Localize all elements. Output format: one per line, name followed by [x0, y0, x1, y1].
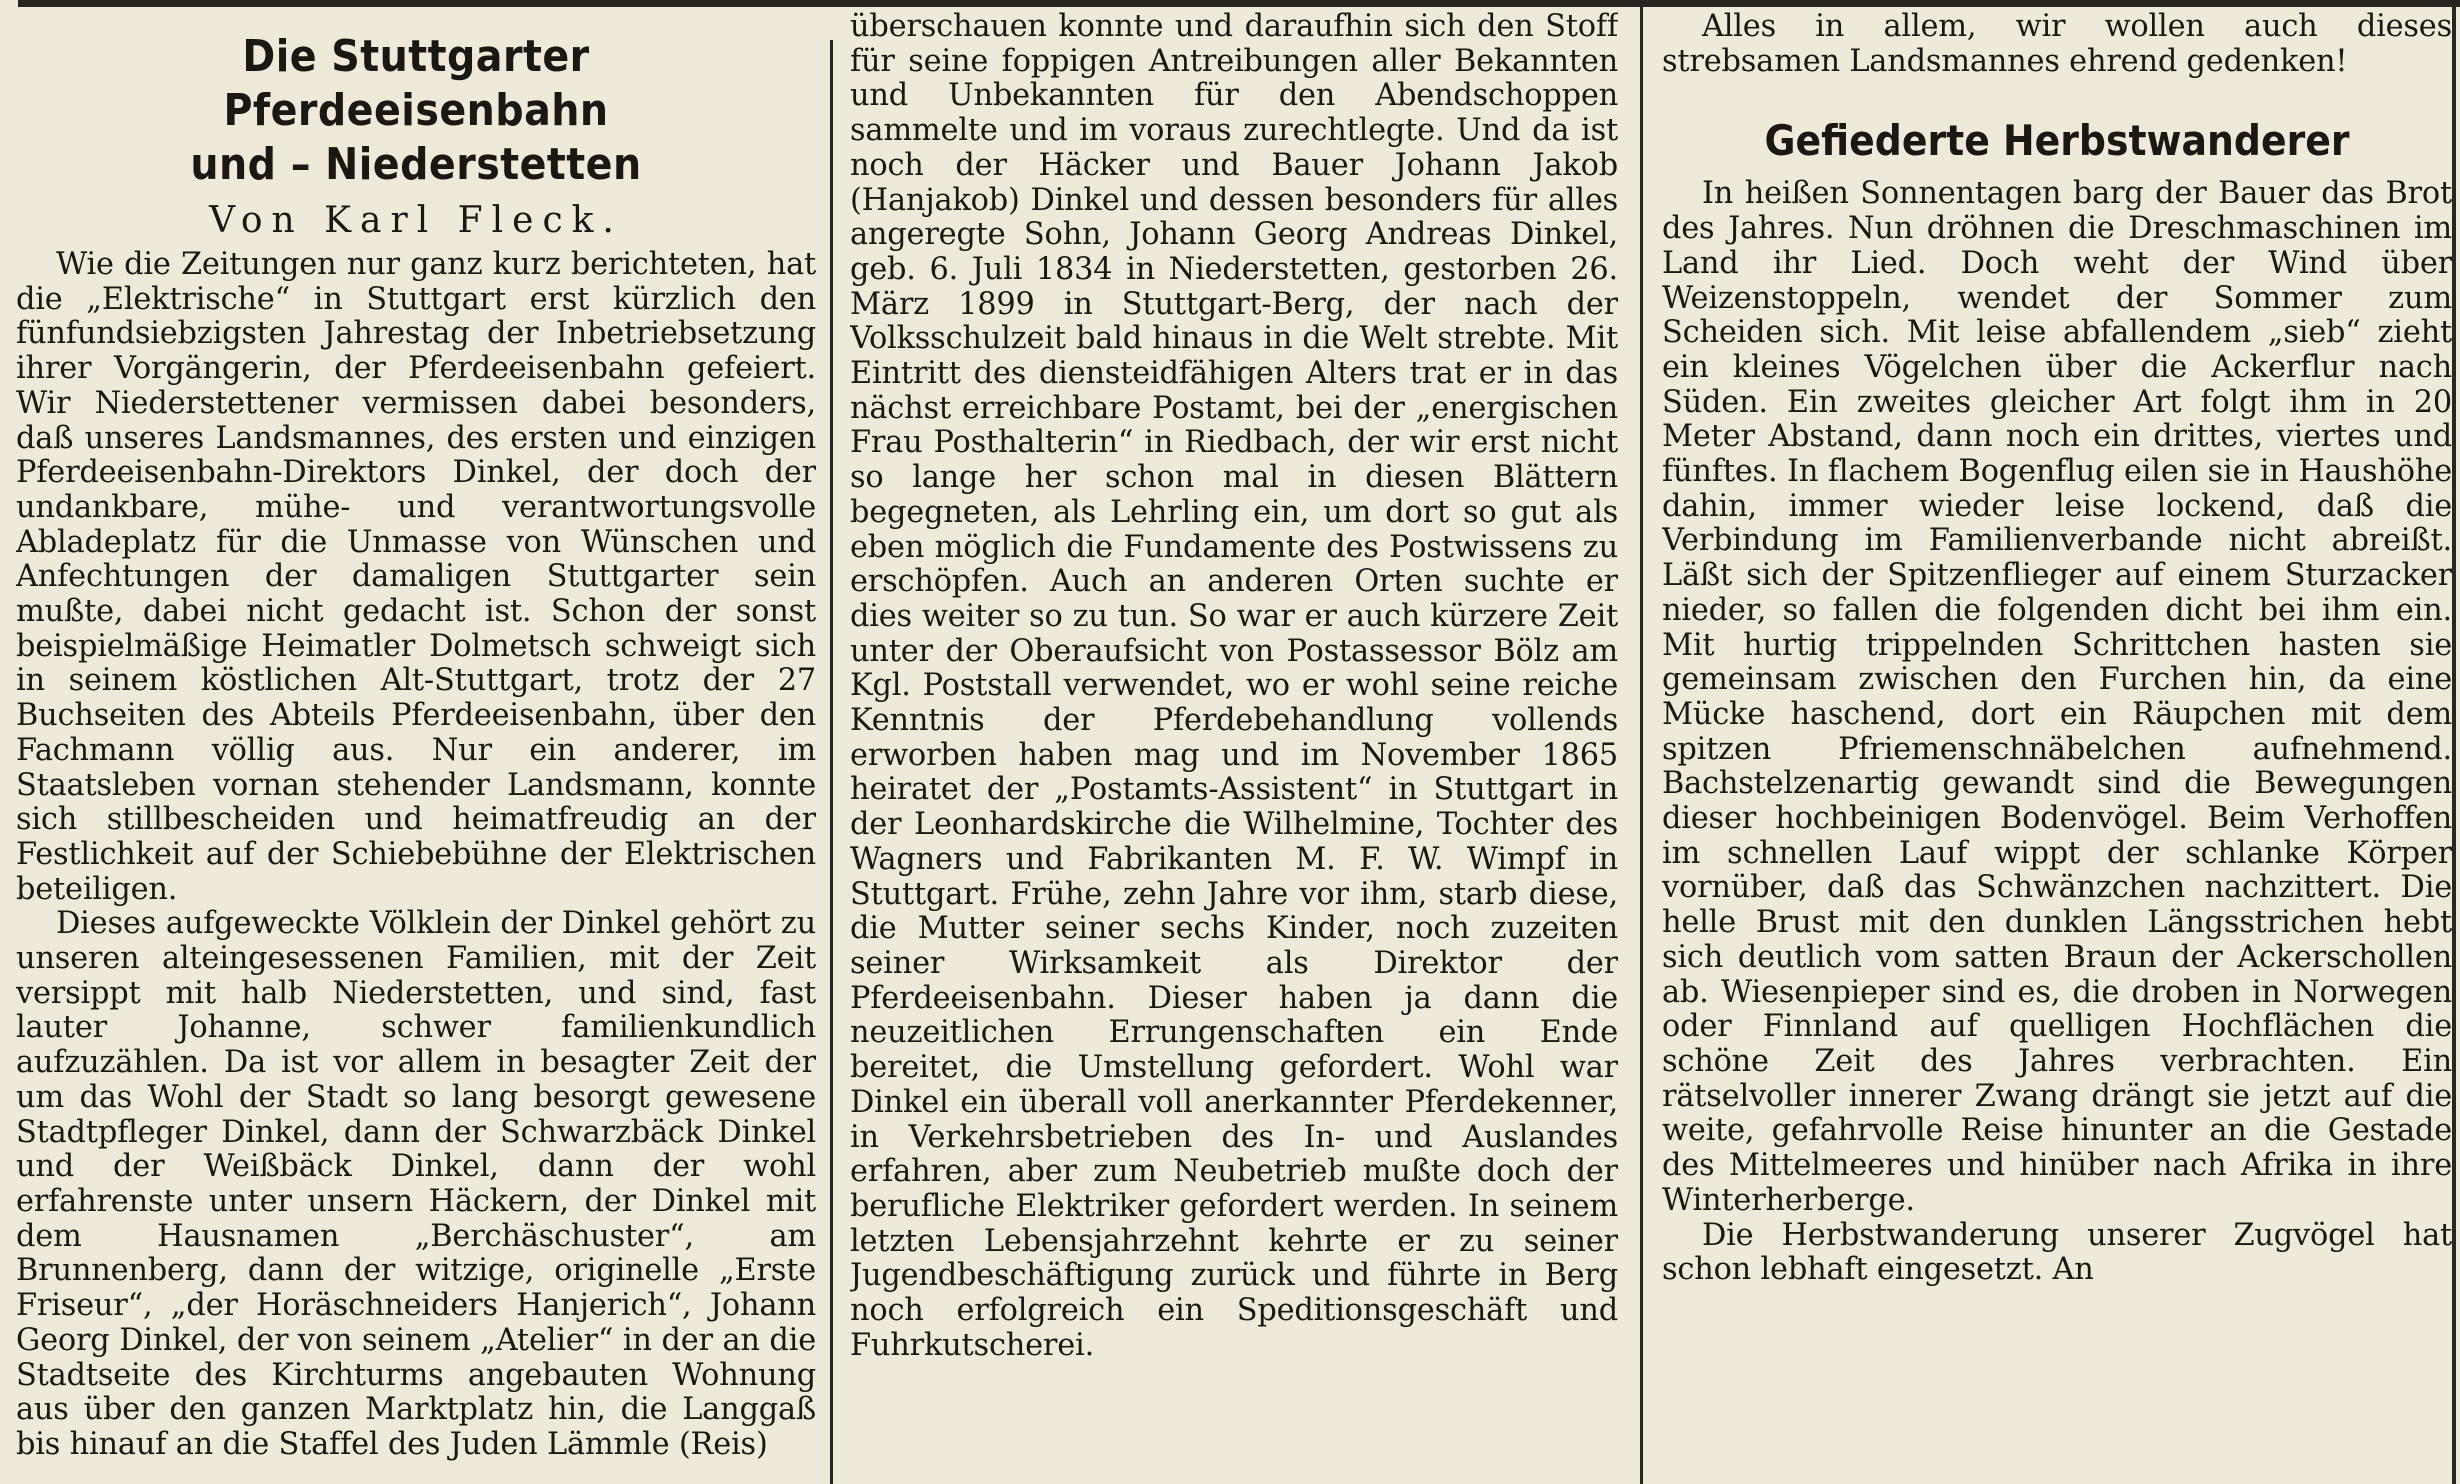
- article-paragraph: Wie die Zeitungen nur ganz kurz berichteten, hat die „Elektrische“ in Stuttgart erst kürzlich den fünfundsiebzigsten Jahrestag der Inbetriebsetzung ihrer Vorgängerin, der Pferdeeisenbahn gefeiert. Wir Niederstettener vermissen dabei besonders, daß unseres Landsmannes, des ersten und einzigen Pferdeeisenbahn-Direktors Dinkel, der doch der undankbare, mühe- und verantwortungsvolle Abladeplatz für die Unmasse von Wünschen und Anfechtungen der damaligen Stuttgarter sein mußte, dabei nicht gedacht ist. Schon der sonst beispielmäßige Heimatler Dolmetsch schweigt sich in seinem köstlichen Alt-Stuttgart, trotz der 27 Buchseiten des Abteils Pferdeeisenbahn, über den Fachmann völlig aus. Nur ein anderer, im Staatsleben vornan stehender Landsmann, konnte sich stillbescheiden und heimatfreudig an der Festlichkeit auf der Schiebebühne der Elektrischen beteiligen.: [16, 247, 816, 907]
- top-rule: [18, 0, 2460, 7]
- article-body-part-3: [1662, 10, 2452, 79]
- article-2-paragraph: Die Herbstwanderung unserer Zugvögel hat schon lebhaft eingesetzt. An: [1662, 1217, 2452, 1288]
- column-rule: [1640, 0, 1643, 1484]
- article-paragraph: Alles in allem, wir wollen auch dieses strebsamen Landsmannes ehrend gedenken!: [1662, 10, 2452, 79]
- column-rule: [830, 40, 833, 1484]
- article-paragraph-continued: überschauen konnte und daraufhin sich den Stoff für seine foppigen Antreibungen aller Bekannten und Unbekannten für den Abendschoppen sammelte und im voraus zurechtlegte. Und da ist noch der Häcker und Bauer Johann Jakob (Hanjakob) Dinkel und dessen besonders für alles angeregte Sohn, Johann Georg Andreas Dinkel, geb. 6. Juli 1834 in Niederstetten, gestorben 26. März 1899 in Stuttgart-Berg, der nach der Volksschulzeit bald hinaus in die Welt strebte. Mit Eintritt des diensteidfähigen Alters trat er in das nächst erreichbare Postamt, bei der „energischen Frau Posthalterin“ in Riedbach, der wir erst nicht so lange her schon mal in diesen Blättern begegneten, als Lehrling ein, um dort so gut als eben möglich die Fundamente des Postwissens zu erschöpfen. Auch an anderen Orten suchte er dies weiter so zu tun. So war er auch kürzere Zeit unter der Oberaufsicht von Postassessor Bölz am Kgl. Poststall verwendet, wo er wohl seine reiche Kenntnis der Pferdebehandlung vollends erworben haben mag und im November 1865 heiratet der „Postamts-Assistent“ in Stuttgart in der Leonhardskirche die Wilhelmine, Tochter des Wagners und Fabrikanten M. F. W. Wimpf in Stuttgart. Frühe, zehn Jahre vor ihm, starb diese, die Mutter seiner sechs Kinder, noch zuzeiten seiner Wirksamkeit als Direktor der Pferdeeisenbahn. Dieser haben ja dann die neuzeitlichen Errungenschaften ein Ende bereitet, die Umstellung gefordert. Wohl war Dinkel ein überall voll anerkannter Pferdekenner, in Verkehrsbetrieben des In- und Auslandes erfahren, aber zum Neubetrieb mußte doch der berufliche Elektriker gefordert werden. In seinem letzten Lebensjahrzehnt kehrte er zu seiner Jugendbeschäftigung zurück und führte in Berg noch erfolgreich ein Speditionsgeschäft und Fuhrkutscherei.: [850, 10, 1618, 1363]
- article-title: [56, 30, 776, 192]
- article-title-line-2: und – Niederstetten: [190, 139, 642, 190]
- column-1: [16, 10, 816, 1476]
- column-rule: [2452, 0, 2456, 1484]
- article-body-part-2: [850, 10, 1618, 1363]
- article-body-part-1: [16, 248, 816, 1463]
- column-3: [1662, 10, 2452, 1476]
- article-2-title: Gefiederte Herbstwanderer: [1764, 116, 2350, 166]
- article-2-body: [1662, 177, 2452, 1288]
- article-2-paragraph: In heißen Sonnentagen barg der Bauer das Brot des Jahres. Nun dröhnen die Dreschmaschinen im Land ihr Lied. Doch weht der Wind über Weizenstoppeln, wendet der Sommer zum Scheiden sich. Mit leise abfallendem „sieb“ zieht ein kleines Vögelchen über die Ackerflur nach Süden. Ein zweites gleicher Art folgt ihm in 20 Meter Abstand, dann noch ein drittes, viertes und fünftes. In flachem Bogenflug eilen sie in Haushöhe dahin, immer wieder leise lockend, daß die Verbindung im Familienverbande nicht abreißt. Läßt sich der Spitzenflieger auf einem Sturzacker nieder, so fallen die folgenden dicht bei ihm ein. Mit hurtig trippelnden Schrittchen hasten sie gemeinsam zwischen den Furchen hin, da eine Mücke haschend, dort ein Räupchen mit dem spitzen Pfriemenschnäbelchen aufnehmend. Bachstelzenartig gewandt sind die Bewegungen dieser hochbeinigen Bodenvögel. Beim Verhoffen im schnellen Lauf wippt der schlanke Körper vornüber, daß das Schwänzchen nachzittert. Die helle Brust mit den dunklen Längsstrichen hebt sich deutlich vom satten Braun der Ackerschollen ab. Wiesenpieper sind es, die droben in Norwegen oder Finnland auf quelligen Hochflächen die schöne Zeit des Jahres verbrachten. Ein rätselvoller innerer Zwang drängt sie jetzt auf die weite, gefahrvolle Reise hinunter an die Gestade des Mittelmeeres und hinüber nach Afrika in ihre Winterherberge.: [1662, 176, 2452, 1218]
- column-2: [850, 10, 1618, 1476]
- article-byline: Von Karl Fleck.: [209, 200, 623, 241]
- article-title-line-1: Die Stuttgarter Pferdeeisenbahn: [223, 31, 609, 136]
- article-paragraph: Dieses aufgeweckte Völklein der Dinkel gehört zu unseren alteingesessenen Familien, mit der Zeit versippt mit halb Niederstetten, und sind, fast lauter Johanne, schwer familienkundlich aufzuzählen. Da ist vor allem in besagter Zeit der um das Wohl der Stadt so lang besorgt gewesene Stadtpfleger Dinkel, dann der Schwarzbäck Dinkel und der Weißbäck Dinkel, dann der wohl erfahrenste unter unsern Häckern, der Dinkel mit dem Hausnamen „Berchäschuster“, am Brunnenberg, dann der witzige, originelle „Erste Friseur“, „der Horäschneiders Hanjerich“, Johann Georg Dinkel, der von seinem „Atelier“ in der an die Stadtseite des Kirchturms angebauten Wohnung aus über den ganzen Marktplatz hin, die Langgaß bis hinauf an die Staffel des Juden Lämmle (Reis): [16, 906, 816, 1462]
